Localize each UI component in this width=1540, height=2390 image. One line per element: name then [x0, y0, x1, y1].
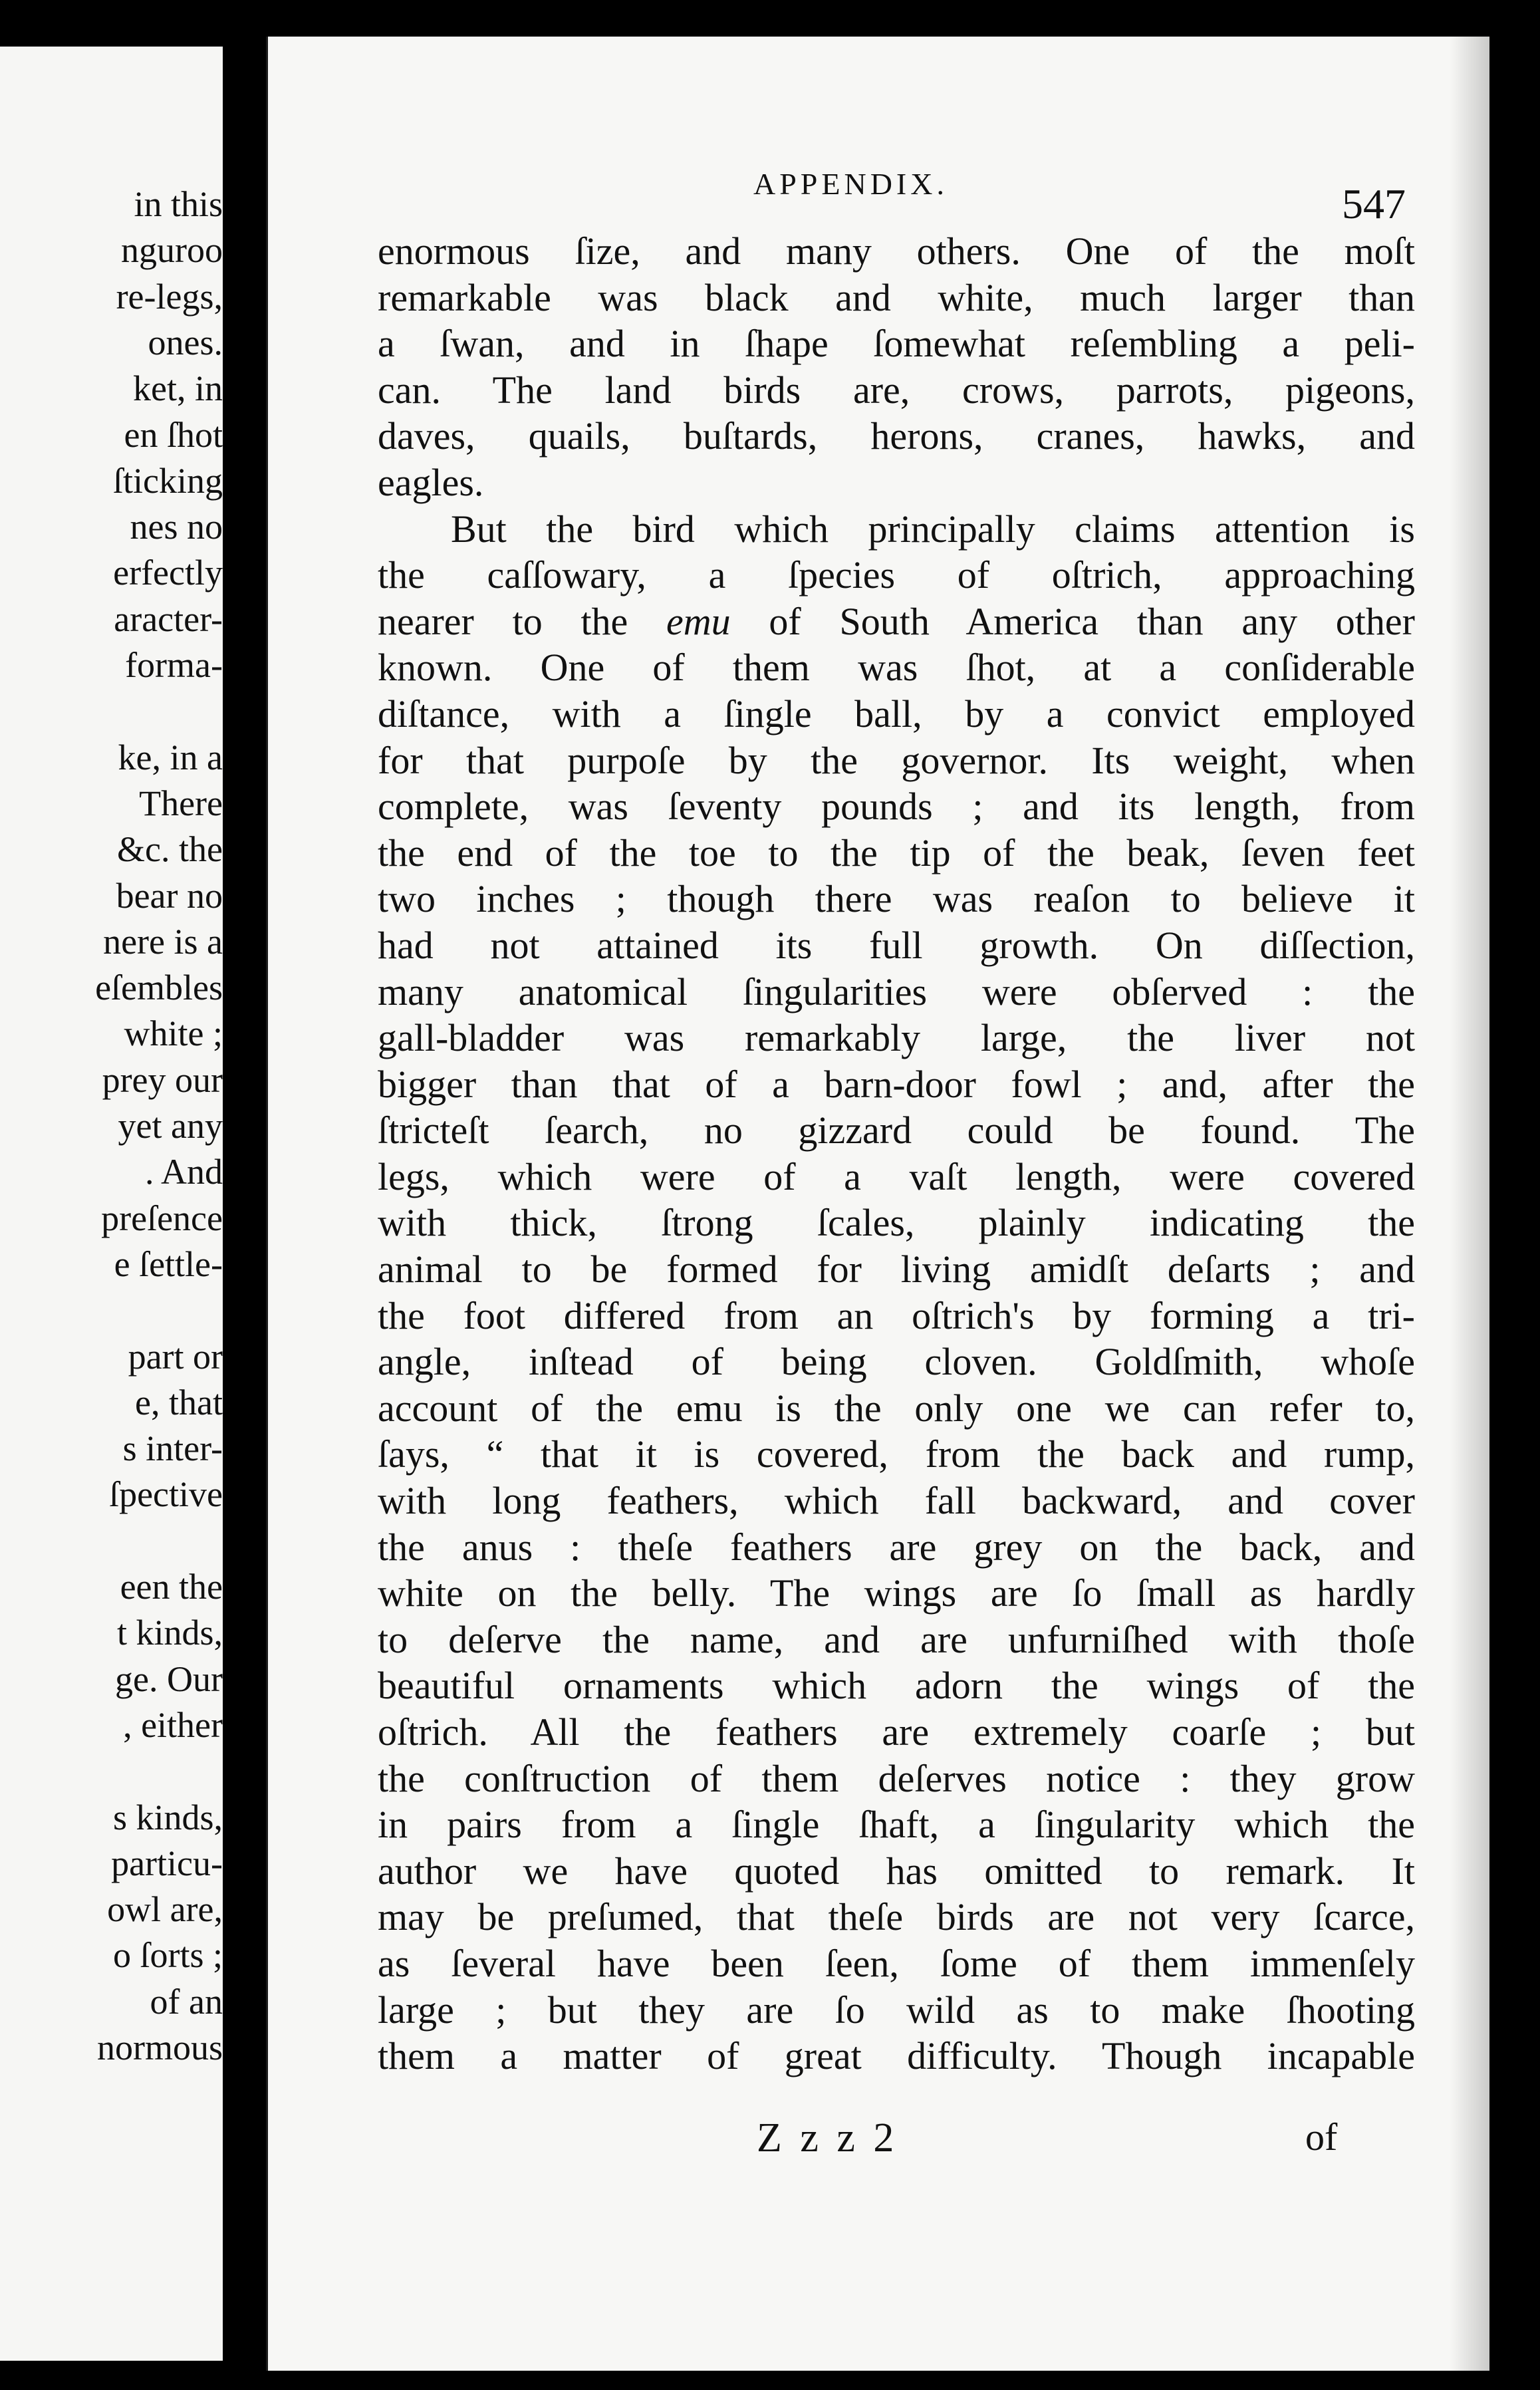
text-line: had not attained its full growth. On diſſection,: [378, 923, 1415, 967]
text-line: oſtrich. All the feathers are extremely coarſe ; but: [378, 1710, 1415, 1754]
body-text: [378, 228, 1415, 2079]
left-page-fragment: [0, 47, 223, 2361]
left-page-line: e ſettle-: [114, 1244, 223, 1284]
left-page-line: ſpective: [109, 1474, 223, 1515]
left-page-line: s kinds,: [112, 1797, 223, 1837]
text-line: legs, which were of a vaſt length, were covered: [378, 1154, 1415, 1198]
left-page-line: ſticking: [113, 460, 223, 501]
left-page-line: particu-: [111, 1843, 223, 1883]
left-page-line: of an: [150, 1981, 223, 2022]
text-line: nearer to the emu of South America than any other: [378, 599, 1415, 643]
text-line: But the bird which principally claims attention is: [451, 507, 1415, 551]
left-page-line: ones.: [148, 322, 223, 362]
text-line: for that purpoſe by the governor. Its weight, when: [378, 738, 1415, 782]
left-page-line: yet any: [118, 1106, 223, 1146]
text-line: them a matter of great difficulty. Though incapable: [378, 2034, 1415, 2078]
catchword: of: [1305, 2115, 1338, 2159]
left-page-line: , either: [123, 1704, 223, 1745]
text-line: ſtricteſt ſearch, no gizzard could be found. The: [378, 1109, 1415, 1152]
left-page-line: ge. Our: [115, 1659, 223, 1699]
text-line: the foot differed from an oſtrich's by forming a tri-: [378, 1293, 1415, 1337]
text-line: gall-bladder was remarkably large, the liver not: [378, 1016, 1415, 1060]
left-page-line: ke, in a: [118, 737, 223, 777]
left-page-line: white ;: [124, 1013, 223, 1054]
text-line: the end of the toe to the tip of the beak, ſeven feet: [378, 831, 1415, 874]
left-page-line: in this: [134, 184, 223, 224]
running-head: APPENDIX.: [753, 167, 948, 201]
text-line: to deſerve the name, and are unfurniſhed with thoſe: [378, 1617, 1415, 1661]
text-line: can. The land birds are, crows, parrots, pigeons,: [378, 368, 1415, 412]
text-line: with thick, ſtrong ſcales, plainly indicating the: [378, 1201, 1415, 1245]
text-line: diſtance, with a ſingle ball, by a convict employed: [378, 692, 1415, 735]
left-page-line: en ſhot: [124, 414, 223, 455]
left-page-line: prey our: [102, 1059, 223, 1100]
left-page-line: o ſorts ;: [112, 1935, 223, 1976]
left-page-line: part or: [128, 1336, 223, 1377]
left-page-line: preſence: [101, 1198, 223, 1238]
text-line: bigger than that of a barn-door fowl ; and, after the: [378, 1062, 1415, 1106]
page-number: 547: [1342, 180, 1406, 227]
left-page-line: normous: [97, 2028, 223, 2067]
text-line: in pairs from a ſingle ſhaft, a ſingularity which the: [378, 1803, 1415, 1847]
left-page-line: There: [139, 783, 223, 823]
text-line: many anatomical ſingularities were obſerved : the: [378, 970, 1415, 1013]
left-page-line: een the: [120, 1567, 223, 1607]
left-page-line: eſembles: [95, 968, 223, 1008]
text-line: beautiful ornaments which adorn the wings of the: [378, 1664, 1415, 1708]
left-page-line: nere is a: [103, 921, 223, 962]
text-line: author we have quoted has omitted to remark. It: [378, 1849, 1415, 1893]
text-line: angle, inſtead of being cloven. Goldſmith, whoſe: [378, 1340, 1415, 1384]
text-line: known. One of them was ſhot, at a conſiderable: [378, 646, 1415, 690]
left-page-line: t kinds,: [116, 1613, 223, 1653]
text-line: the conſtruction of them deſerves notice : they grow: [378, 1756, 1415, 1800]
text-line: animal to be formed for living amidſt deſarts ; and: [378, 1248, 1415, 1291]
signature-mark: Z z z 2: [757, 2115, 898, 2161]
left-page-line: owl are,: [107, 1889, 223, 1930]
left-page-line: nguroo: [121, 230, 223, 271]
text-line: enormous ſize, and many others. One of the moſt: [378, 229, 1415, 273]
text-line: ſays, “ that it is covered, from the back and rump,: [378, 1432, 1415, 1476]
text-line: the anus : theſe feathers are grey on the back, and: [378, 1525, 1415, 1569]
left-page-line: aracter-: [114, 598, 223, 639]
left-page-line: &c. the: [117, 829, 223, 870]
text-line: account of the emu is the only one we can refer to,: [378, 1386, 1415, 1430]
left-page-line: e, that: [135, 1382, 223, 1422]
left-page-line: . And: [144, 1152, 223, 1192]
text-line: with long feathers, which fall backward, and cover: [378, 1479, 1415, 1523]
text-line: may be preſumed, that theſe birds are not very ſcarce,: [378, 1895, 1415, 1939]
main-page: [266, 37, 1489, 2371]
text-line: a ſwan, and in ſhape ſomewhat reſembling a peli-: [378, 322, 1415, 366]
text-line: daves, quails, buſtards, herons, cranes, hawks, and: [378, 414, 1415, 458]
left-page-line: forma-: [125, 645, 223, 685]
left-page-line: s inter-: [122, 1428, 223, 1469]
text-line: two inches ; though there was reaſon to believe it: [378, 877, 1415, 921]
text-line: large ; but they are ſo wild as to make ſhooting: [378, 1988, 1415, 2032]
left-page-line: ket, in: [133, 368, 223, 409]
left-page-line: bear no: [116, 875, 223, 916]
text-line: eagles.: [378, 460, 484, 504]
text-line: white on the belly. The wings are ſo ſmall as hardly: [378, 1571, 1415, 1615]
left-page-line: nes no: [130, 507, 223, 547]
left-page-line: re-legs,: [116, 276, 223, 317]
left-page-line: erfectly: [113, 553, 223, 593]
text-line: remarkable was black and white, much larger than: [378, 275, 1415, 319]
text-line: the caſſowary, a ſpecies of oſtrich, approaching: [378, 553, 1415, 597]
text-line: as ſeveral have been ſeen, ſome of them immenſely: [378, 1941, 1415, 1985]
text-line: complete, was ſeventy pounds ; and its length, from: [378, 785, 1415, 829]
